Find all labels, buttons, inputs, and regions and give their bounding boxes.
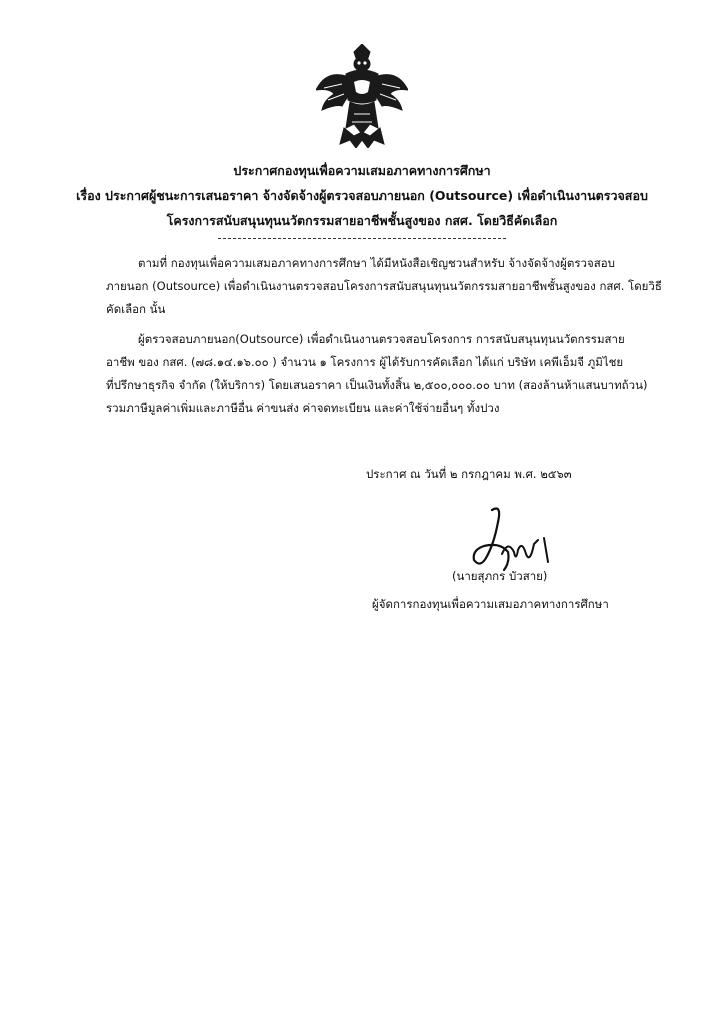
paragraph-line: อาชีพ ของ กสศ. (๗๘.๑๔.๑๖.๐๐ ) จำนวน ๑ โครงการ ผู้ได้รับการคัดเลือก ได้แก่ บริษัท เคพีเอ็มจี ภูมิไชย	[106, 355, 624, 369]
announcement-date: ประกาศ ณ วันที่ ๒ กรกฎาคม พ.ศ. ๒๕๖๓	[366, 467, 572, 481]
paragraph-line: ตามที่ กองทุนเพื่อความเสมอภาคทางการศึกษา ได้มีหนังสือเชิญชวนสำหรับ จ้างจัดจ้างผู้ตรวจสอบ	[138, 256, 615, 270]
document-header	[60, 158, 664, 233]
paragraph-line: คัดเลือก นั้น	[106, 302, 166, 316]
signer-name: (นายสุภกร บัวสาย)	[452, 569, 548, 583]
paragraph-line: ที่ปรึกษาธุรกิจ จำกัด (ให้บริการ) โดยเสนอราคา เป็นเงินทั้งสิ้น ๒,๕๐๐,๐๐๐.๐๐ บาท (สองล้านห้าแสนบาทถ้วน)	[106, 378, 648, 392]
paragraph-line: รวมภาษีมูลค่าเพิ่มและภาษีอื่น ค่าขนส่ง ค่าจดทะเบียน และค่าใช้จ่ายอื่นๆ ทั้งปวง	[106, 401, 500, 415]
signer-title: ผู้จัดการกองทุนเพื่อความเสมอภาคทางการศึกษา	[372, 597, 609, 611]
subject-line-continued: โครงการสนับสนุนทุนนวัตกรรมสายอาชีพชั้นสูงของ กสศ. โดยวิธีคัดเลือก	[166, 213, 558, 228]
paragraph-line: ภายนอก (Outsource) เพื่อดำเนินงานตรวจสอบโครงการสนับสนุนทุนนวัตกรรมสายอาชีพชั้นสูงของ กสศ. โดยวิธี	[106, 279, 662, 293]
paragraph-line: ผู้ตรวจสอบภายนอก(Outsource) เพื่อดำเนินงานตรวจสอบโครงการ การสนับสนุนทุนนวัตกรรมสาย	[138, 332, 625, 346]
paragraph-reference	[106, 252, 662, 321]
subject-line: เรื่อง ประกาศผู้ชนะการเสนอราคา จ้างจัดจ้างผู้ตรวจสอบภายนอก (Outsource) เพื่อดำเนินงานตรวจสอบ	[76, 188, 648, 203]
paragraph-award	[106, 328, 650, 420]
dashed-divider	[218, 238, 506, 239]
garuda-emblem-icon	[316, 44, 408, 148]
organization-title: ประกาศกองทุนเพื่อความเสมอภาคทางการศึกษา	[233, 163, 491, 178]
